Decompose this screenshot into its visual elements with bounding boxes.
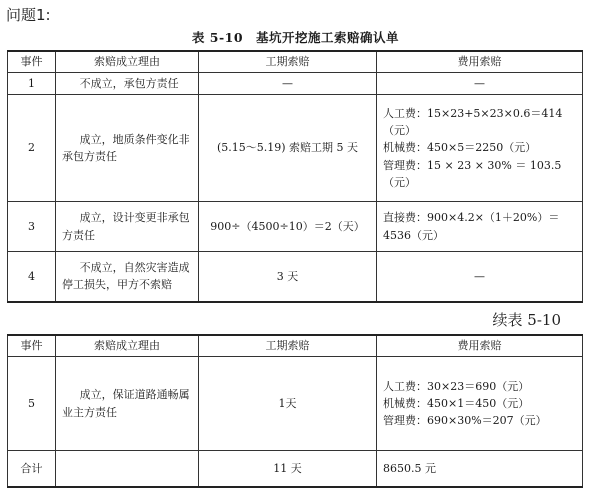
event-number: 2 xyxy=(8,95,56,202)
header-reason: 索赔成立理由 xyxy=(56,335,199,357)
header-time-claim: 工期索赔 xyxy=(199,335,377,357)
total-label: 合计 xyxy=(8,451,56,487)
event-number: 4 xyxy=(8,252,56,302)
header-event: 事件 xyxy=(8,51,56,73)
cost-line: 管理费：690×30%＝207（元） xyxy=(383,414,547,428)
event-number: 1 xyxy=(8,73,56,95)
cost-line: 人工费：15×23+5×23×0.6＝414（元） xyxy=(383,107,563,138)
claim-table-continued xyxy=(7,334,583,488)
cost-line: 机械费：450×5＝2250（元） xyxy=(383,141,537,155)
claim-reason: 成立，保证道路通畅属业主方责任 xyxy=(56,357,199,451)
total-cost: 8650.5 元 xyxy=(377,451,583,487)
header-event: 事件 xyxy=(8,335,56,357)
time-claim: 1天 xyxy=(199,357,377,451)
cost-claim xyxy=(377,357,583,451)
claim-reason: 成立，地质条件变化非承包方责任 xyxy=(56,95,199,202)
header-cost-claim: 费用索赔 xyxy=(377,51,583,73)
total-time: 11 天 xyxy=(199,451,377,487)
time-claim: (5.15～5.19) 索赔工期 5 天 xyxy=(199,95,377,202)
table-row xyxy=(8,202,583,252)
table-header-row xyxy=(8,335,583,357)
event-number: 3 xyxy=(8,202,56,252)
table-row xyxy=(8,252,583,302)
header-reason: 索赔成立理由 xyxy=(56,51,199,73)
claim-reason: 不成立，自然灾害造成停工损失，甲方不索赔 xyxy=(56,252,199,302)
header-cost-claim: 费用索赔 xyxy=(377,335,583,357)
table2-title: 续表 5-10 xyxy=(492,311,561,329)
table-row xyxy=(8,357,583,451)
cost-claim xyxy=(377,95,583,202)
cost-claim: — xyxy=(377,252,583,302)
time-claim: 3 天 xyxy=(199,252,377,302)
table-row xyxy=(8,95,583,202)
time-claim: — xyxy=(199,73,377,95)
cost-line: 人工费：30×23＝690（元） xyxy=(383,379,530,393)
table1-title: 表 5-10 基坑开挖施工索赔确认单 xyxy=(191,30,400,45)
cost-claim: 直接费：900×4.2×（1＋20%）＝4536（元） xyxy=(377,202,583,252)
total-reason-empty xyxy=(56,451,199,487)
cost-line: 管理费：15 × 23 × 30% ＝ 103.5（元） xyxy=(383,158,562,189)
event-number: 5 xyxy=(8,357,56,451)
header-time-claim: 工期索赔 xyxy=(199,51,377,73)
question-label: 问题1: xyxy=(6,6,51,24)
cost-line: 机械费：450×1＝450（元） xyxy=(383,396,530,410)
claim-reason: 成立，设计变更非承包方责任 xyxy=(56,202,199,252)
claim-table xyxy=(7,50,583,303)
total-row xyxy=(8,451,583,487)
time-claim: 900÷（4500÷10）＝2（天） xyxy=(199,202,377,252)
table-header-row xyxy=(8,51,583,73)
claim-reason: 不成立，承包方责任 xyxy=(56,73,199,95)
cost-claim: — xyxy=(377,73,583,95)
table-row xyxy=(8,73,583,95)
